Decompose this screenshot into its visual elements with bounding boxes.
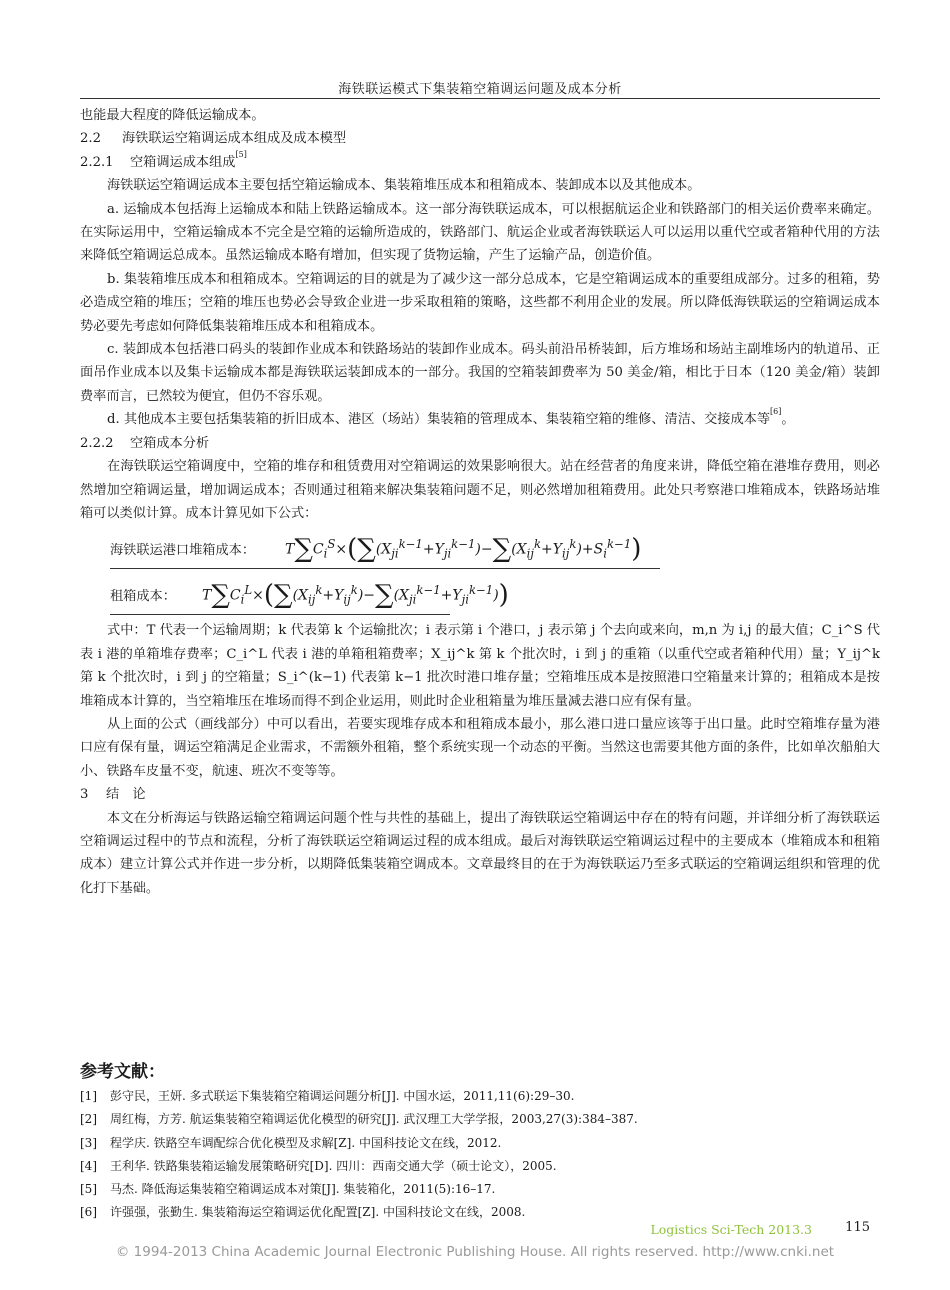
formula-label: 租箱成本： bbox=[110, 589, 176, 605]
citation: [5] bbox=[235, 149, 247, 159]
reference-text: 马杰. 降低海运集装箱空箱调运成本对策[J]. 集装箱化，2011(5):16–17. bbox=[110, 1182, 496, 1197]
running-header: 海铁联运模式下集装箱空箱调运问题及成本分析 bbox=[338, 82, 622, 97]
reference-text: 周红梅，方芳. 航运集装箱空箱调运优化模型的研究[J]. 武汉理工大学学报，2003,27(3):384–387. bbox=[110, 1112, 638, 1127]
reference-number: [3] bbox=[80, 1135, 97, 1150]
references-title: 参考文献： bbox=[80, 1062, 165, 1082]
reference-number: [1] bbox=[80, 1089, 97, 1103]
section-number: 2.2 bbox=[80, 131, 101, 147]
page-number: 115 bbox=[845, 1220, 870, 1235]
formula-underline bbox=[110, 568, 660, 569]
reference-number: [6] bbox=[80, 1205, 97, 1220]
article-body bbox=[80, 104, 880, 900]
reference-text: 许强强，张勤生. 集装箱海运空箱调运优化配置[Z]. 中国科技论文在线，2008. bbox=[110, 1205, 526, 1220]
paragraph: 也能最大程度的降低运输成本。 bbox=[80, 108, 265, 123]
paragraph-c: c. 装卸成本包括港口码头的装卸作业成本和铁路场站的装卸作业成本。码头前沿吊桥装卸，后方堆场和场站主副堆场内的轨道吊、正面吊作业成本以及集卡运输成本都是海铁联运装卸成本的一部分。我国的空箱装卸费率为 50 美金/箱，相比于日本（120 美金/箱）装卸费率而言，已然较为便宜，但仍不容乐观。 bbox=[80, 342, 880, 404]
reference-item bbox=[80, 1132, 880, 1155]
reference-number: [5] bbox=[80, 1182, 97, 1197]
section-heading-2-2-1 bbox=[80, 151, 880, 174]
section-title: 结 论 bbox=[106, 787, 146, 803]
paragraph-variables: 式中：T 代表一个运输周期；k 代表第 k 个运输批次；i 表示第 i 个港口，j 表示第 j 个去向或来向，m,n 为 i,j 的最大值；C_i^S 代表 i 港的单箱堆存费率；C_i^L 代表 i 港的单箱租箱费率；X_ij^k 第 k 个批次时，i 到 j 的重箱（以重代空或者箱种代用）量；Y_ij^k 第 k 个批次时，i 到 j 的空箱量；S_i^(k−1) 代表第 k−1 批次时港口堆存量；空箱堆压成本是按照港口空箱量来计算的；租箱成本是按堆箱成本计算的，当空箱堆压在堆场而得不到企业运用，则此时企业租箱量为堆压量减去港口应有保有量。 bbox=[80, 623, 880, 709]
formula-port-storage-cost bbox=[80, 527, 880, 571]
paragraph-b: b. 集装箱堆压成本和租箱成本。空箱调运的目的就是为了减少这一部分总成本，它是空箱调运成本的重要组成部分。过多的租箱，势必造成空箱的堆压；空箱的堆压也势必会导致企业进一步采取租箱的策略，这些都不利用企业的发展。所以降低海铁联运的空箱调运成本势必要先考虑如何降低集装箱堆压成本和租箱成本。 bbox=[80, 271, 880, 334]
paragraph-conclusion: 本文在分析海运与铁路运输空箱调运问题个性与共性的基础上，提出了海铁联运空箱调运中存在的特有问题，并详细分析了海铁联运空箱调运过程中的节点和流程，分析了海铁联运空箱调运过程的成本组成。最后对海铁联运空箱调运过程中的主要成本（堆箱成本和租箱成本）建立计算公式并作进一步分析，以期降低集装箱空调成本。文章最终目的在于为海铁联运乃至多式联运的空箱调运组织和管理的优化打下基础。 bbox=[80, 810, 880, 896]
references-list bbox=[80, 1085, 880, 1225]
reference-item bbox=[80, 1085, 880, 1108]
paragraph-d bbox=[80, 408, 880, 431]
section-number: 2.2.1 bbox=[80, 154, 114, 170]
citation: [6] bbox=[770, 407, 782, 417]
formula-rental-cost bbox=[80, 573, 880, 617]
formula-underline bbox=[110, 614, 450, 615]
reference-item bbox=[80, 1178, 880, 1201]
paragraph: 从上面的公式（画线部分）中可以看出，若要实现堆存成本和租箱成本最小，那么港口进口量应该等于出口量。此时空箱堆存量为港口应有保有量，调运空箱满足企业需求，不需额外租箱，整个系统实现一个动态的平衡。当然这也需要其他方面的条件，比如单次船舶大小、铁路车皮量不变，航速、班次不变等等。 bbox=[80, 716, 880, 779]
reference-text: 彭守民，王妍. 多式联运下集装箱空箱调运问题分析[J]. 中国水运，2011,11(6):29–30. bbox=[110, 1089, 575, 1103]
section-title: 海铁联运空箱调运成本组成及成本模型 bbox=[122, 131, 347, 147]
reference-item bbox=[80, 1155, 880, 1178]
reference-number: [4] bbox=[80, 1158, 97, 1173]
paragraph-a: a. 运输成本包括海上运输成本和陆上铁路运输成本。这一部分海铁联运成本，可以根据航运企业和铁路部门的相关运价费率来确定。在实际运用中，空箱运输成本不完全是空箱的运输所造成的，铁路部门、航运企业或者海铁联运人可以运用以重代空或者箱种代用的方法来降低空箱调运总成本。虽然运输成本略有增加，但实现了货物运输，产生了运输产品，创造价值。 bbox=[80, 201, 880, 264]
reference-text: 王利华. 铁路集装箱运输发展策略研究[D]. 四川：西南交通大学（硕士论文），2005. bbox=[110, 1158, 557, 1173]
paragraph-d-text: d. 其他成本主要包括集装箱的折旧成本、港区（场站）集装箱的管理成本、集装箱空箱的维修、清洁、交接成本等 bbox=[107, 412, 771, 428]
reference-item bbox=[80, 1108, 880, 1131]
section-number: 3 bbox=[80, 787, 89, 803]
paragraph: 海铁联运空箱调运成本主要包括空箱运输成本、集装箱堆压成本和租箱成本、装卸成本以及其他成本。 bbox=[107, 178, 701, 194]
paragraph: 在海铁联运空箱调度中，空箱的堆存和租赁费用对空箱调运的效果影响很大。站在经营者的角度来讲，降低空箱在港堆存费用，则必然增加空箱调运量，增加调运成本；否则通过租箱来解决集装箱问题不足，则必然增加租箱费用。此处只考察港口堆箱成本，铁路场站堆箱可以类似计算。成本计算见如下公式： bbox=[80, 459, 880, 521]
reference-number: [2] bbox=[80, 1112, 97, 1127]
section-title: 空箱成本分析 bbox=[130, 435, 210, 451]
paragraph-d-end: 。 bbox=[781, 412, 795, 428]
section-heading-2-2-2 bbox=[80, 432, 880, 455]
formula-expression: $T\sum C_i^L\times(\sum(X_{ij}^k+Y_{ij}^k)-\sum(X_{ji}^{k-1}+Y_{ji}^{k-1}))$ bbox=[202, 580, 509, 611]
reference-text: 程学庆. 铁路空车调配综合优化模型及求解[Z]. 中国科技论文在线，2012. bbox=[110, 1135, 502, 1150]
footer-journal: Logistics Sci-Tech 2013.3 bbox=[650, 1222, 812, 1237]
copyright-watermark: © 1994-2013 China Academic Journal Electronic Publishing House. All rights reserved. http://www.cnki.net bbox=[115, 1244, 835, 1260]
section-number: 2.2.2 bbox=[80, 435, 114, 451]
section-heading-3 bbox=[80, 783, 880, 806]
section-title: 空箱调运成本组成 bbox=[130, 154, 236, 170]
formula-label: 海铁联运港口堆箱成本： bbox=[110, 543, 256, 559]
header-rule bbox=[80, 98, 880, 99]
formula-expression: $T\sum C_i^S\times(\sum(X_{ji}^{k-1}+Y_{ji}^{k-1})-\sum(X_{ij}^k+Y_{ij}^k)+S_i^{k-1})$ bbox=[285, 534, 642, 565]
section-heading-2-2 bbox=[80, 127, 880, 150]
